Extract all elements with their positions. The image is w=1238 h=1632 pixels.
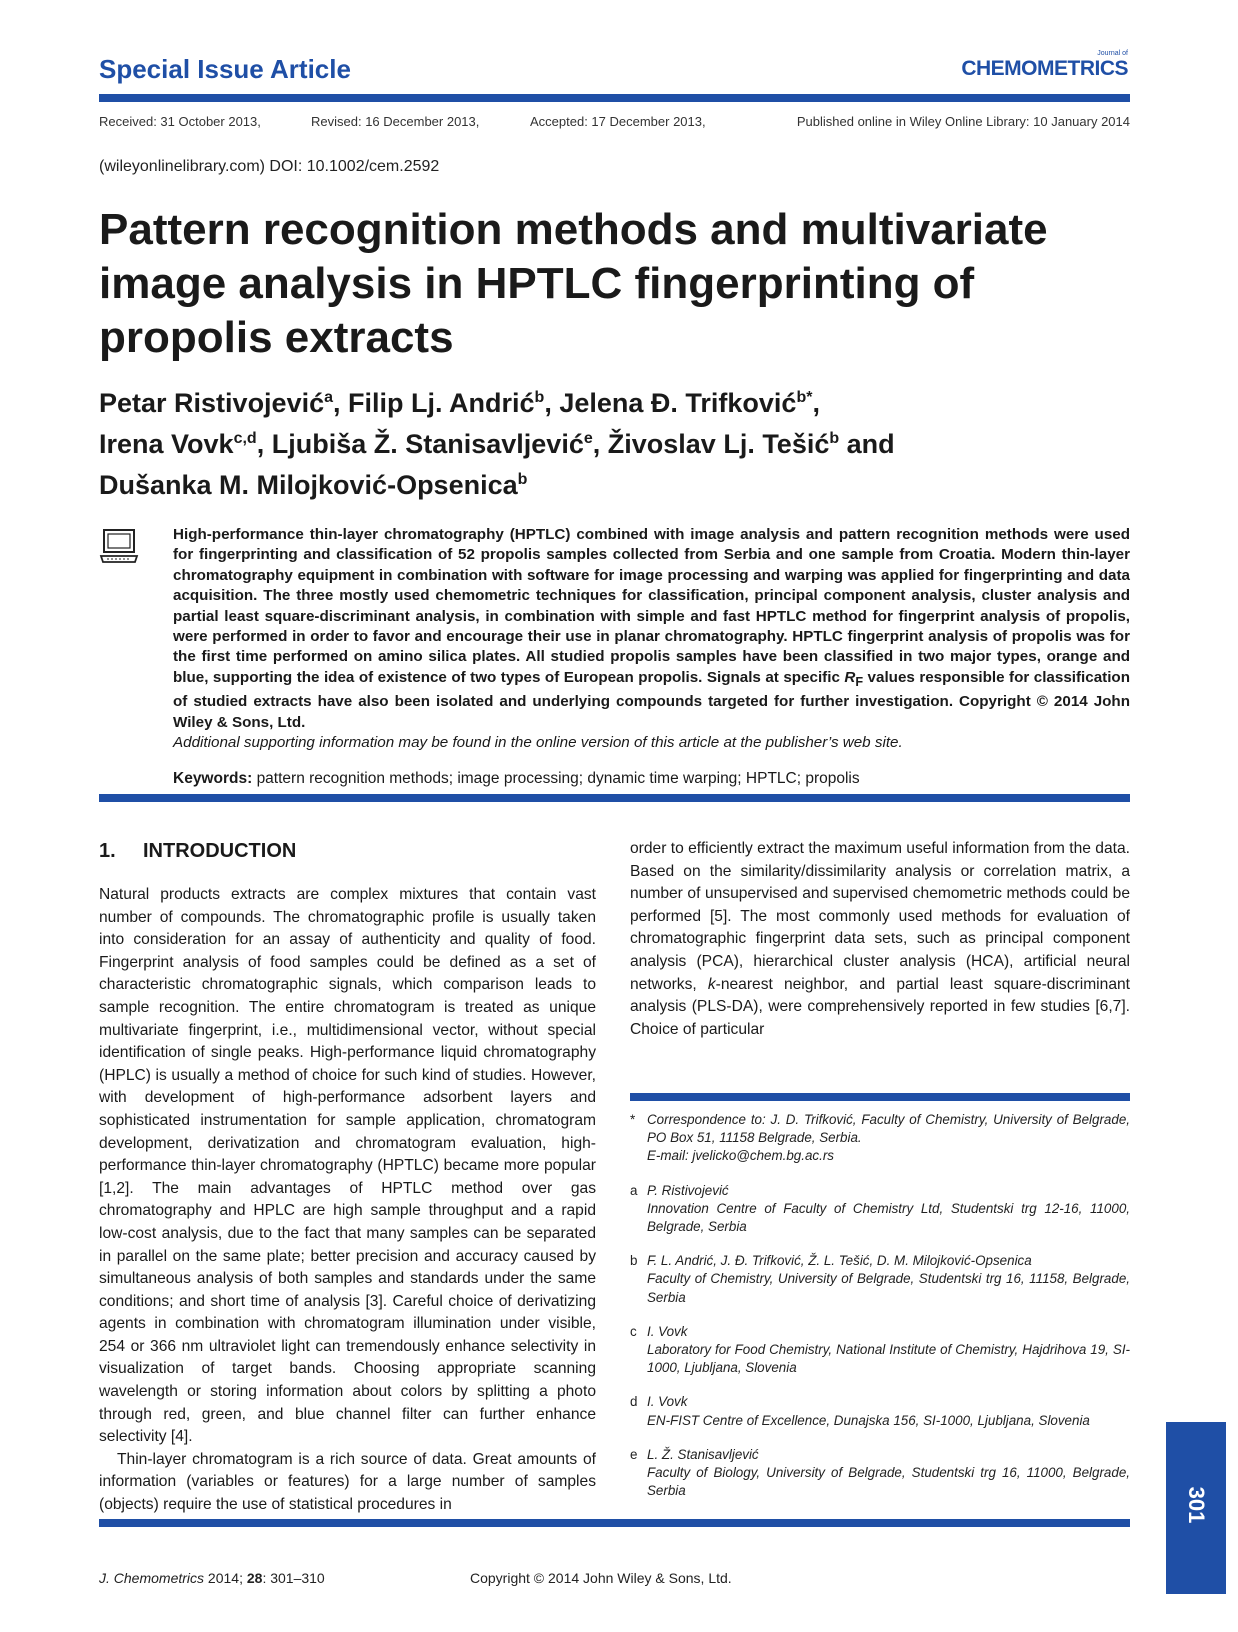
footnote-line: F. L. Andrić, J. Đ. Trifković, Ž. L. Tešić, D. M. Milojković-Opsenica bbox=[647, 1253, 1032, 1269]
author-name: Živoslav Lj. Tešić bbox=[607, 429, 830, 459]
footnote-line: Faculty of Biology, University of Belgrade, Studentski trg 16, 11000, Belgrade, Serbia bbox=[647, 1465, 1130, 1499]
footnote bbox=[630, 1252, 1130, 1307]
footnote-mark: b bbox=[630, 1253, 638, 1269]
intro-paragraph-1: Natural products extracts are complex mixtures that contain vast number of compounds. The chromatographic profile is usually taken into consideration for an assay of authenticity and quality of food. Fingerprint analysis of food samples could be defined as a set of characteristic chromatographic signals, which comparison leads to sample recognition. The entire chromatogram is treated as unique multivariate fingerprint, i.e., multidimensional vector, without special identification of single peaks. High-performance liquid chromatography (HPLC) is usually a method of choice for such kind of studies. However, with development of high-performance adsorbent layers and sophisticated instrumentation for sample application, chromatogram development, derivatization and chromatogram evaluation, high-performance thin-layer chromatography (HPTLC) became more popular [1,2]. The main advantages of HPTLC method over gas chromatography and HPLC are high sample throughput and a rapid low-cost analysis, due to the fact that many samples can be separated in parallel on the same plate; better precision and accuracy caused by simultaneous analysis of both samples and standards under the same conditions; and short time of analysis [3]. Careful choice of derivatizing agents in combination with chromatogram illumination under visible, 254 or 366 nm ultraviolet light can tremendously enhance selectivity in visualization of target bands. Choosing appropriate scanning wavelength or storing information about colors by splitting a photo through red, green, and blue channel filter can further enhance selectivity [4]. bbox=[99, 886, 596, 1446]
author-list: Petar Ristivojević$^a$, Filip Lj. Andrić$^b$, Jelena Đ. Trifković$^{b*}$, Irena Vovk$^{c,d}$, Ljubiša Ž. Stanisavljević$^e$, Živoslav Lj. Tešić$^b$ and Dušanka M. Milojković-Opsenica$^b$ bbox=[99, 388, 895, 500]
footnote bbox=[630, 1182, 1130, 1237]
footnote-line: I. Vovk bbox=[647, 1394, 688, 1410]
footer-pages: : 301–310 bbox=[262, 1570, 325, 1586]
keywords-label: Keywords: bbox=[173, 770, 253, 787]
author-name: Ljubiša Ž. Stanisavljević bbox=[271, 429, 584, 459]
intro-paragraph-right: order to efficiently extract the maximum useful information from the data. Based on the similarity/dissimilarity analysis or correlation matrix, a number of unsupervised and supervised chemometric methods could be performed [5]. The most commonly used methods for evaluation of chromatographic fingerprint data sets, such as principal component analysis (PCA), hierarchical cluster analysis (HCA), artificial neural networks, k-nearest neighbor, and partial least square-discriminant analysis (PLS-DA), were comprehensively reported in few studies [6,7]. Choice of particular bbox=[630, 840, 1130, 1038]
author-affiliation-mark: e bbox=[583, 430, 593, 447]
section-label: Special Issue Article bbox=[99, 54, 351, 84]
journal-logo bbox=[961, 50, 1128, 80]
footer-rule bbox=[99, 1519, 1130, 1527]
right-column-text bbox=[630, 838, 1130, 1041]
author-affiliation-mark: c,d bbox=[233, 430, 257, 447]
footnote-mark: a bbox=[630, 1182, 638, 1198]
author-affiliation-mark: b bbox=[534, 389, 545, 406]
section-number: 1. bbox=[99, 840, 116, 862]
footer-citation bbox=[99, 1570, 325, 1586]
footnote-line: L. Ž. Stanisavljević bbox=[647, 1446, 759, 1462]
keywords bbox=[173, 770, 1130, 788]
keywords-text: pattern recognition methods; image processing; dynamic time warping; HPTLC; propolis bbox=[256, 770, 860, 787]
abstract bbox=[173, 525, 1130, 754]
author-name: Irena Vovk bbox=[99, 429, 234, 459]
author-affiliation-mark: b bbox=[829, 430, 840, 447]
footnote-line: I. Vovk bbox=[647, 1323, 688, 1339]
footnote-line: EN-FIST Centre of Excellence, Dunajska 156, SI-1000, Ljubljana, Slovenia bbox=[647, 1412, 1090, 1428]
author-name: Filip Lj. Andrić bbox=[348, 388, 535, 418]
author-name: Jelena Đ. Trifković bbox=[559, 388, 797, 418]
author-name: Petar Ristivojević bbox=[99, 388, 325, 418]
footer-volume: 28 bbox=[246, 1570, 263, 1586]
footnote-line: P. Ristivojević bbox=[647, 1182, 729, 1198]
intro-paragraph-2: Thin-layer chromatogram is a rich source of data. Great amounts of information (variables or features) for a large number of samples (objects) require the use of statistical procedures in bbox=[99, 1450, 596, 1514]
left-column bbox=[99, 884, 596, 1517]
doi-line: (wileyonlinelibrary.com) DOI: 10.1002/cem.2592 bbox=[99, 158, 440, 175]
footnote bbox=[630, 1393, 1130, 1429]
abstract-rule bbox=[99, 794, 1130, 802]
footnote bbox=[630, 1111, 1130, 1166]
author-affiliation-mark: a bbox=[324, 389, 334, 406]
footnote-line: Correspondence to: J. D. Trifković, Faculty of Chemistry, University of Belgrade, PO Box 51, 11158 Belgrade, Serbia. bbox=[647, 1112, 1130, 1146]
footnote-mark: c bbox=[630, 1323, 637, 1339]
footnote-line: Innovation Centre of Faculty of Chemistry Ltd, Studentski trg 12-16, 11000, Belgrade, Serbia bbox=[647, 1200, 1130, 1235]
journal-logo-name: CHEMOMETRICS bbox=[961, 57, 1128, 80]
footer-year: 2014; bbox=[207, 1570, 243, 1586]
revised-date: Revised: 16 December 2013, bbox=[311, 114, 480, 129]
published-date: Published online in Wiley Online Library: 10 January 2014 bbox=[796, 114, 1130, 129]
footnote-mark: * bbox=[630, 1112, 636, 1127]
journal-logo-small: Journal of bbox=[1097, 50, 1128, 57]
header-rule bbox=[99, 94, 1130, 102]
footnote bbox=[630, 1323, 1130, 1378]
laptop-icon bbox=[99, 528, 139, 564]
footer-journal: J. Chemometrics bbox=[99, 1570, 205, 1586]
article-title: Pattern recognition methods and multivariate image analysis in HPTLC fingerprinting of propolis extracts bbox=[99, 205, 1048, 362]
section-heading-introduction bbox=[99, 840, 296, 863]
footnote-rule bbox=[630, 1093, 1130, 1101]
section-title: INTRODUCTION bbox=[143, 840, 297, 862]
footer-copyright: Copyright © 2014 John Wiley & Sons, Ltd. bbox=[470, 1570, 732, 1586]
page-number: 301 bbox=[1184, 1486, 1209, 1524]
author-name: Dušanka M. Milojković-Opsenica bbox=[99, 470, 518, 500]
accepted-date: Accepted: 17 December 2013, bbox=[530, 114, 706, 129]
footnote-line: E-mail: jvelicko@chem.bg.ac.rs bbox=[647, 1148, 834, 1164]
abstract-text: High-performance thin-layer chromatography (HPTLC) combined with image analysis and pattern recognition methods were used for fingerprinting and classification of 52 propolis samples collected from Serbia and one sample from Croatia. Modern thin-layer chromatography equipment in combination with software for image processing and warping was applied for fingerprinting and data acquisition. The three mostly used chemometric techniques for classification, principal component analysis, cluster analysis and partial least square-discriminant analysis, in combination with simple and fast HPTLC method for fingerprint analysis of propolis, were performed in order to favor and encourage their use in planar chromatography. HPTLC fingerprint analysis of propolis was for the first time performed on amino silica plates. All studied propolis samples have been classified in two major types, orange and blue, supporting the idea of existence of two types of European propolis. Signals at specific $R_F$ values responsible for classification of studied extracts have also been isolated and underlying compounds targeted for further investigation. Copyright © 2014 John Wiley & Sons, Ltd. bbox=[173, 526, 1130, 731]
author-affiliation-mark: b bbox=[517, 471, 528, 488]
footnote-line: Laboratory for Food Chemistry, National Institute of Chemistry, Hajdrihova 19, SI-1000, Ljubljana, Slovenia bbox=[647, 1342, 1130, 1376]
received-date: Received: 31 October 2013, bbox=[99, 114, 261, 129]
footnote-mark: d bbox=[630, 1394, 638, 1410]
footnote bbox=[630, 1446, 1130, 1501]
footnote-mark: e bbox=[630, 1446, 638, 1462]
footnote-line: Faculty of Chemistry, University of Belgrade, Studentski trg 16, 11158, Belgrade, Serbia bbox=[647, 1271, 1130, 1305]
author-affiliation-mark: b* bbox=[796, 389, 813, 406]
footnotes bbox=[630, 1111, 1130, 1516]
supporting-info-note: Additional supporting information may be found in the online version of this article at the publisher’s web site. bbox=[173, 734, 903, 752]
